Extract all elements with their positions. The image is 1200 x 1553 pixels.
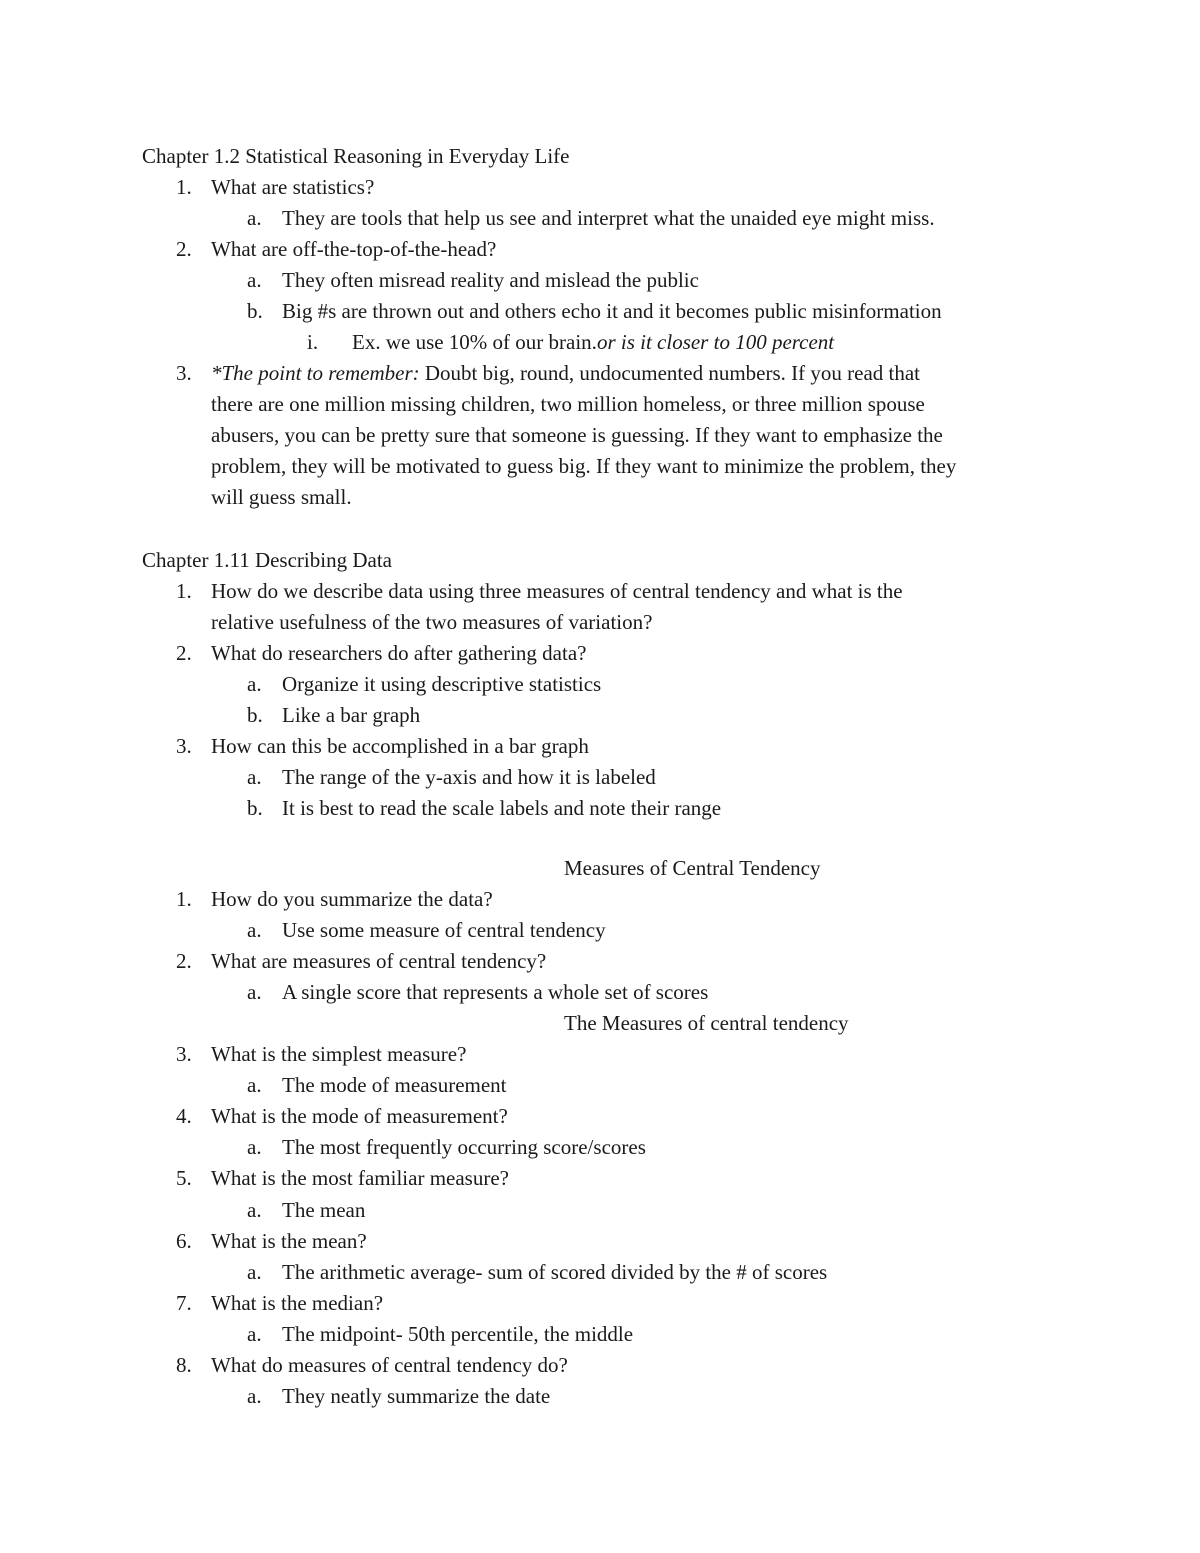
- list-roman: i.: [307, 330, 319, 354]
- question-text: What is the simplest measure?: [211, 1042, 467, 1066]
- answer-text: Organize it using descriptive statistics: [282, 672, 602, 696]
- list-letter: a.: [247, 672, 262, 696]
- question-text: How do you summarize the data?: [211, 887, 493, 911]
- question-text: relative usefulness of the two measures of variation?: [211, 610, 653, 634]
- answer-text: The midpoint- 50th percentile, the middle: [282, 1322, 634, 1346]
- question-text: What is the mode of measurement?: [211, 1104, 508, 1128]
- question-text: How can this be accomplished in a bar graph: [211, 734, 589, 758]
- list-letter: a.: [247, 206, 262, 230]
- paragraph-line: problem, they will be motivated to guess big. If they want to minimize the problem, they: [211, 454, 957, 478]
- answer-text: The mode of measurement: [282, 1073, 507, 1097]
- list-letter: b.: [247, 299, 263, 323]
- list-letter: a.: [247, 1073, 262, 1097]
- list-letter: b.: [247, 703, 263, 727]
- list-letter: a.: [247, 1135, 262, 1159]
- point-to-remember-line: [211, 359, 920, 387]
- example-text: Ex. we use 10% of our brain.: [352, 330, 597, 354]
- section-heading-statistical-reasoning: Chapter 1.2 Statistical Reasoning in Everyday Life: [142, 144, 570, 168]
- list-number: 3.: [176, 734, 192, 758]
- list-letter: a.: [247, 980, 262, 1004]
- point-to-remember-label: *The point to remember:: [211, 361, 420, 385]
- list-number: 2.: [176, 237, 192, 261]
- section-heading-central-tendency: Measures of Central Tendency: [564, 856, 821, 880]
- answer-text: They often misread reality and mislead the public: [282, 268, 699, 292]
- list-number: 1.: [176, 579, 192, 603]
- list-number: 3.: [176, 1042, 192, 1066]
- answer-text: They neatly summarize the date: [282, 1384, 551, 1408]
- example-italic-text: or is it closer to 100 percent: [596, 330, 835, 354]
- example-line: [352, 328, 834, 356]
- section-heading-describing-data: Chapter 1.11 Describing Data: [142, 548, 392, 572]
- answer-text: The range of the y-axis and how it is labeled: [282, 765, 656, 789]
- answer-text: It is best to read the scale labels and note their range: [282, 796, 722, 820]
- list-number: 6.: [176, 1229, 192, 1253]
- answer-text: They are tools that help us see and interpret what the unaided eye might miss.: [282, 206, 935, 230]
- list-letter: a.: [247, 918, 262, 942]
- question-text: What is the median?: [211, 1291, 384, 1315]
- list-number: 7.: [176, 1291, 192, 1315]
- list-number: 5.: [176, 1166, 192, 1190]
- list-letter: a.: [247, 1384, 262, 1408]
- question-text: What are statistics?: [211, 175, 375, 199]
- list-letter: a.: [247, 1322, 262, 1346]
- question-text: What are measures of central tendency?: [211, 949, 547, 973]
- subheading-central-tendency: The Measures of central tendency: [564, 1011, 849, 1035]
- list-number: 1.: [176, 887, 192, 911]
- paragraph-line: there are one million missing children, two million homeless, or three million spouse: [211, 392, 925, 416]
- list-number: 4.: [176, 1104, 192, 1128]
- paragraph-line: abusers, you can be pretty sure that someone is guessing. If they want to emphasize the: [211, 423, 943, 447]
- question-text: What do researchers do after gathering data?: [211, 641, 587, 665]
- list-number: 2.: [176, 949, 192, 973]
- list-letter: a.: [247, 1198, 262, 1222]
- answer-text: The most frequently occurring score/scores: [282, 1135, 646, 1159]
- list-letter: a.: [247, 765, 262, 789]
- answer-text: Use some measure of central tendency: [282, 918, 606, 942]
- list-number: 8.: [176, 1353, 192, 1377]
- answer-text: Big #s are thrown out and others echo it and it becomes public misinformation: [282, 299, 942, 323]
- question-text: What are off-the-top-of-the-head?: [211, 237, 497, 261]
- answer-text: The mean: [282, 1198, 366, 1222]
- list-number: 3.: [176, 361, 192, 385]
- paragraph-line: will guess small.: [211, 485, 352, 509]
- question-text: What do measures of central tendency do?: [211, 1353, 568, 1377]
- list-letter: a.: [247, 268, 262, 292]
- point-to-remember-text: Doubt big, round, undocumented numbers. If you read that: [419, 361, 920, 385]
- answer-text: A single score that represents a whole set of scores: [282, 980, 709, 1004]
- list-letter: b.: [247, 796, 263, 820]
- question-text: What is the mean?: [211, 1229, 367, 1253]
- answer-text: The arithmetic average- sum of scored divided by the # of scores: [282, 1260, 828, 1284]
- question-text: What is the most familiar measure?: [211, 1166, 509, 1190]
- list-number: 2.: [176, 641, 192, 665]
- answer-text: Like a bar graph: [282, 703, 421, 727]
- list-number: 1.: [176, 175, 192, 199]
- question-text: How do we describe data using three measures of central tendency and what is the: [211, 579, 903, 603]
- list-letter: a.: [247, 1260, 262, 1284]
